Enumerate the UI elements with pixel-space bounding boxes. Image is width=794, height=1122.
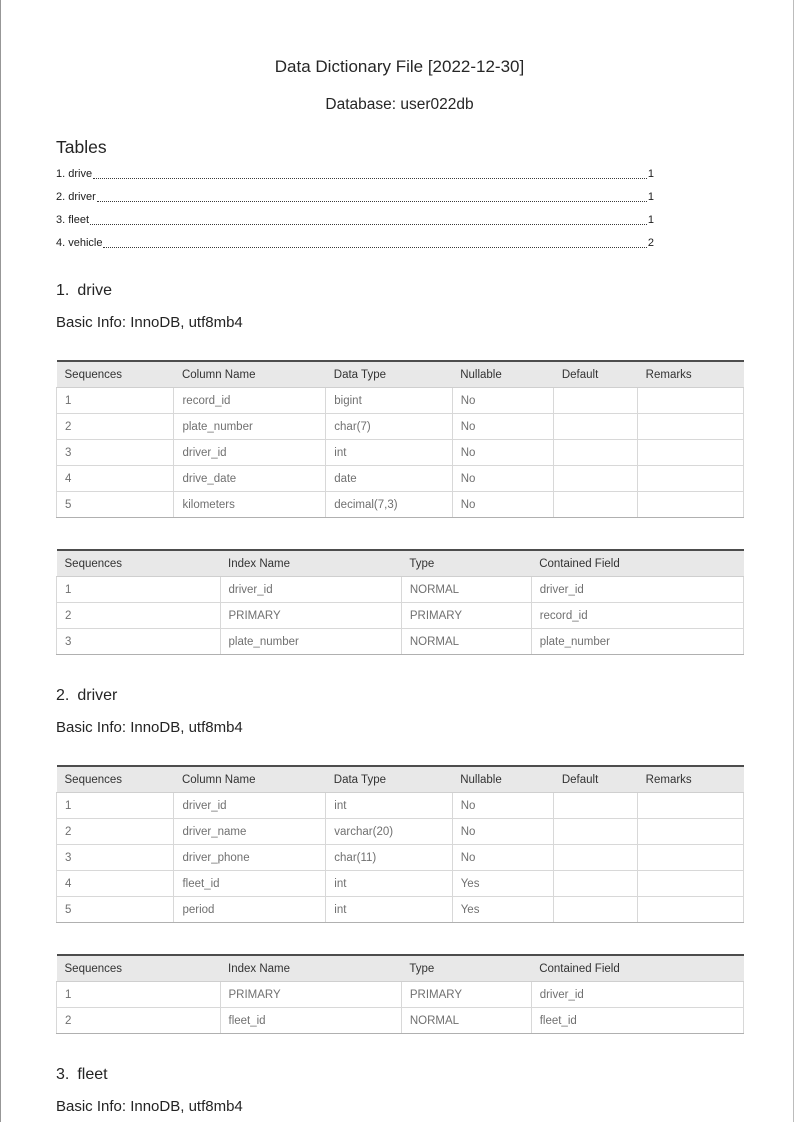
table-row [57,845,744,871]
toc-page-number: 1 [647,168,654,180]
column-header: Sequences [57,955,221,982]
table-body [57,982,744,1034]
table-cell: 3 [57,845,174,871]
header-row [57,955,744,982]
column-header: Type [401,550,531,577]
table-cell: driver_id [220,577,401,603]
section-drive [56,281,743,655]
table-cell: 2 [57,1008,221,1034]
toc-entry-drive [56,167,654,181]
table-row [57,492,744,518]
column-header: Index Name [220,955,401,982]
table-cell [638,492,744,518]
table-cell [638,819,744,845]
table-cell: NORMAL [401,1008,531,1034]
table-cell [554,819,638,845]
table-cell: bigint [326,388,452,414]
table-row [57,982,744,1008]
table-row [57,414,744,440]
section-number: 3. [56,1066,70,1083]
table-cell: driver_name [174,819,326,845]
table-cell: driver_id [174,440,326,466]
table-cell: 1 [57,388,174,414]
table-cell [638,440,744,466]
table-cell: 5 [57,492,174,518]
section-number: 2. [56,687,70,704]
table-cell [554,388,638,414]
toc-leader-dots [90,224,647,225]
table-cell: PRIMARY [220,982,401,1008]
toc-entry-label: 1. drive [56,168,93,180]
table-body [57,577,744,655]
table-cell: varchar(20) [326,819,452,845]
table-cell: 5 [57,897,174,923]
database-name-line: Database: user022db [325,96,474,113]
table-cell: NORMAL [401,577,531,603]
table-cell: No [452,793,554,819]
toc-entry-fleet [56,213,654,227]
header-row [57,550,744,577]
section-table-name: driver [77,687,118,704]
table-cell: driver_id [531,577,743,603]
toc-page-number: 1 [647,214,654,226]
table-cell: plate_number [174,414,326,440]
toc-page-number: 1 [647,191,654,203]
header-row [57,361,744,388]
column-header: Remarks [638,766,744,793]
table-cell: plate_number [220,629,401,655]
section-table-name: drive [77,282,113,299]
column-header: Default [554,766,638,793]
table-header [57,550,744,577]
table-cell [638,388,744,414]
column-header: Column Name [174,766,326,793]
table-cell: 1 [57,793,174,819]
table-cell: kilometers [174,492,326,518]
column-header: Sequences [57,766,174,793]
table-body [57,793,744,923]
table-cell: int [326,871,452,897]
table-cell: char(11) [326,845,452,871]
table-cell: driver_id [531,982,743,1008]
table-cell: decimal(7,3) [326,492,452,518]
table-cell: No [452,819,554,845]
columns-table-drive [56,360,744,518]
table-cell: No [452,440,554,466]
toc-entry-vehicle [56,236,654,250]
table-row [57,577,744,603]
table-cell: record_id [531,603,743,629]
section-table-name: fleet [77,1066,108,1083]
column-header: Nullable [452,766,554,793]
column-header: Index Name [220,550,401,577]
table-cell: driver_phone [174,845,326,871]
page-title: Data Dictionary File [2022-12-30] [274,57,525,76]
table-cell: drive_date [174,466,326,492]
table-cell: NORMAL [401,629,531,655]
table-cell [554,414,638,440]
column-header: Contained Field [531,955,743,982]
column-header: Data Type [326,361,452,388]
table-cell: 4 [57,466,174,492]
section-heading [56,686,743,706]
table-cell [638,466,744,492]
table-cell: PRIMARY [220,603,401,629]
section-heading [56,1065,743,1085]
table-row [57,440,744,466]
column-header: Contained Field [531,550,743,577]
toc-entry-driver [56,190,654,204]
table-cell: plate_number [531,629,743,655]
column-header: Default [554,361,638,388]
table-cell [638,845,744,871]
column-header: Nullable [452,361,554,388]
basic-info-line: Basic Info: InnoDB, utf8mb4 [56,1098,243,1115]
table-row [57,871,744,897]
basic-info-line: Basic Info: InnoDB, utf8mb4 [56,719,243,736]
table-cell: No [452,466,554,492]
table-cell: No [452,492,554,518]
indexes-table-drive [56,549,744,655]
table-cell: Yes [452,871,554,897]
table-cell: PRIMARY [401,603,531,629]
table-cell: record_id [174,388,326,414]
toc-leader-dots [97,201,647,202]
table-row [57,819,744,845]
toc-entry-label: 3. fleet [56,214,90,226]
table-cell: period [174,897,326,923]
indexes-table-driver [56,954,744,1034]
table-row [57,1008,744,1034]
table-of-contents [56,167,654,250]
table-cell: No [452,845,554,871]
table-row [57,388,744,414]
table-cell [554,897,638,923]
table-cell: No [452,388,554,414]
toc-leader-dots [93,178,647,179]
table-cell [638,871,744,897]
toc-entry-label: 2. driver [56,191,96,203]
header-row [57,766,744,793]
column-header: Column Name [174,361,326,388]
table-cell: 2 [57,603,221,629]
table-cell: 1 [57,577,221,603]
table-cell: driver_id [174,793,326,819]
table-cell: int [326,440,452,466]
toc-heading: Tables [56,137,107,157]
table-cell: date [326,466,452,492]
column-header: Type [401,955,531,982]
column-header: Remarks [638,361,744,388]
table-cell: int [326,793,452,819]
table-header [57,955,744,982]
table-cell: fleet_id [531,1008,743,1034]
table-row [57,793,744,819]
table-header [57,361,744,388]
column-header: Sequences [57,361,174,388]
columns-table-driver [56,765,744,923]
table-cell [554,466,638,492]
table-cell: PRIMARY [401,982,531,1008]
section-fleet [56,1065,743,1117]
section-number: 1. [56,282,70,299]
table-cell: fleet_id [174,871,326,897]
table-cell: 3 [57,440,174,466]
table-cell: Yes [452,897,554,923]
table-body [57,388,744,518]
table-cell [554,440,638,466]
section-heading [56,281,743,301]
column-header: Sequences [57,550,221,577]
table-cell [554,793,638,819]
toc-page-number: 2 [647,237,654,249]
table-cell: 2 [57,819,174,845]
section-driver [56,686,743,1034]
table-row [57,603,744,629]
table-cell: int [326,897,452,923]
table-cell [638,793,744,819]
table-cell: 2 [57,414,174,440]
table-cell: No [452,414,554,440]
table-cell: 1 [57,982,221,1008]
table-cell: char(7) [326,414,452,440]
table-cell [554,871,638,897]
toc-leader-dots [103,247,646,248]
table-cell [638,897,744,923]
table-cell: fleet_id [220,1008,401,1034]
table-cell [554,845,638,871]
document-content [1,56,793,1117]
table-row [57,629,744,655]
table-header [57,766,744,793]
toc-entry-label: 4. vehicle [56,237,103,249]
table-row [57,466,744,492]
table-cell: 4 [57,871,174,897]
basic-info-line: Basic Info: InnoDB, utf8mb4 [56,314,243,331]
column-header: Data Type [326,766,452,793]
table-row [57,897,744,923]
table-cell: 3 [57,629,221,655]
table-cell [554,492,638,518]
table-cell [638,414,744,440]
